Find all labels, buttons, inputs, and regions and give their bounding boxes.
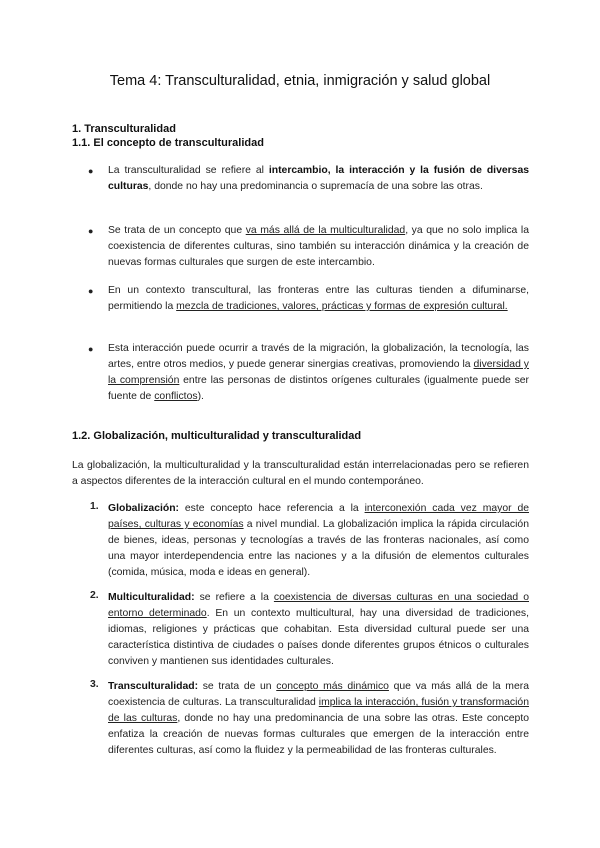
numbered-item xyxy=(108,590,529,670)
list-number: 1. xyxy=(90,501,99,512)
bold-text: Globalización: xyxy=(108,503,180,514)
text-run: En un contexto transcultural, las fronteras entre las culturas tienden a difuminarse, permitiendo la xyxy=(108,285,529,312)
text-run: a nivel mundial. La globalización implica la rápida circulación de bienes, ideas, personas y tecnologías a través de las fronteras nacionales, así como una mayor interdependencia entre las naciones y a la difusión de elementos culturales (comida, música, moda e ideas en general). xyxy=(108,519,529,578)
underlined-text: va más allá de la multiculturalidad xyxy=(245,225,406,236)
underlined-text: concepto más dinámico xyxy=(276,681,389,692)
bullet-item xyxy=(108,341,529,405)
text-run: Se trata de un concepto que xyxy=(108,225,246,236)
text-run: , ya que no solo implica la coexistencia de diferentes culturas, sino también su interacción dinámica y la creación de nuevas formas culturales que surgen de este intercambio. xyxy=(108,225,529,268)
text-run: La transculturalidad se refiere al xyxy=(108,165,269,176)
bullet-item xyxy=(108,223,529,271)
subsection-heading: 1.2. Globalización, multiculturalidad y transculturalidad xyxy=(72,430,362,442)
bullet-item xyxy=(108,283,529,315)
section-heading: 1. Transculturalidad xyxy=(72,123,176,135)
subsection-heading: 1.1. El concepto de transculturalidad xyxy=(72,137,264,149)
underlined-text: conflictos xyxy=(154,391,198,402)
bold-text: intercambio, la interacción y la fusión de diversas culturas xyxy=(108,165,530,192)
bullet-marker: ● xyxy=(88,166,94,176)
text-run: se trata de un xyxy=(198,681,277,692)
bold-text: Multiculturalidad: xyxy=(108,592,195,603)
text-run: este concepto hace referencia a la xyxy=(179,503,365,514)
list-number: 2. xyxy=(90,590,99,601)
intro-paragraph: La globalización, la multiculturalidad y la transculturalidad están interrelacionadas pero se refieren a aspectos diferentes de la interacción cultural en el mundo contemporáneo. xyxy=(72,460,529,487)
text-run: ). xyxy=(197,391,204,402)
bullet-item xyxy=(108,163,529,195)
text-run: Esta interacción puede ocurrir a través de la migración, la globalización, la tecnología, las artes, entre otros medios, y puede generar sinergias creativas, promoviendo la xyxy=(108,343,529,370)
underlined-text: mezcla de tradiciones, valores, prácticas y formas de expresión cultural. xyxy=(176,301,508,312)
text-run: . En un contexto multicultural, hay una diversidad de tradiciones, idiomas, religiones y prácticas que cohabitan. Esta diversidad cultural puede ser una característica distintiva de ciudades o países donde diferentes grupos étnicos o culturales conviven y mantienen sus identidades culturales. xyxy=(108,608,529,667)
page-title: Tema 4: Transculturalidad, etnia, inmigración y salud global xyxy=(109,73,491,89)
text-run: , donde no hay una predominancia o supremacía de una sobre las otras. xyxy=(148,181,483,192)
bullet-marker: ● xyxy=(88,226,94,236)
text-run: , donde no hay una predominancia de una sobre las otras. Este concepto enfatiza la creación de nuevas formas culturales que emergen de la interacción entre diferentes culturas, así como la fluidez y la permeabilidad de las fronteras culturales. xyxy=(108,713,529,756)
list-number: 3. xyxy=(90,679,99,690)
underlined-text: coexistencia de diversas culturas en una sociedad o entorno determinado xyxy=(108,592,529,619)
text-run: se refiere a la xyxy=(194,592,274,603)
bullet-marker: ● xyxy=(88,344,94,354)
bullet-marker: ● xyxy=(88,286,94,296)
underlined-text: implica la interacción, fusión y transformación de las culturas xyxy=(108,697,529,724)
numbered-item xyxy=(108,679,529,759)
underlined-text: interconexión cada vez mayor de países, culturas y economías xyxy=(108,503,529,530)
bold-text: Transculturalidad: xyxy=(108,681,199,692)
underlined-text: diversidad y la comprensión xyxy=(108,359,529,386)
numbered-item xyxy=(108,501,529,581)
text-run: entre las personas de distintos orígenes culturales (igualmente puede ser fuente de xyxy=(108,375,530,402)
text-run: que va más allá de la mera coexistencia de culturas. La transculturalidad xyxy=(108,681,529,708)
